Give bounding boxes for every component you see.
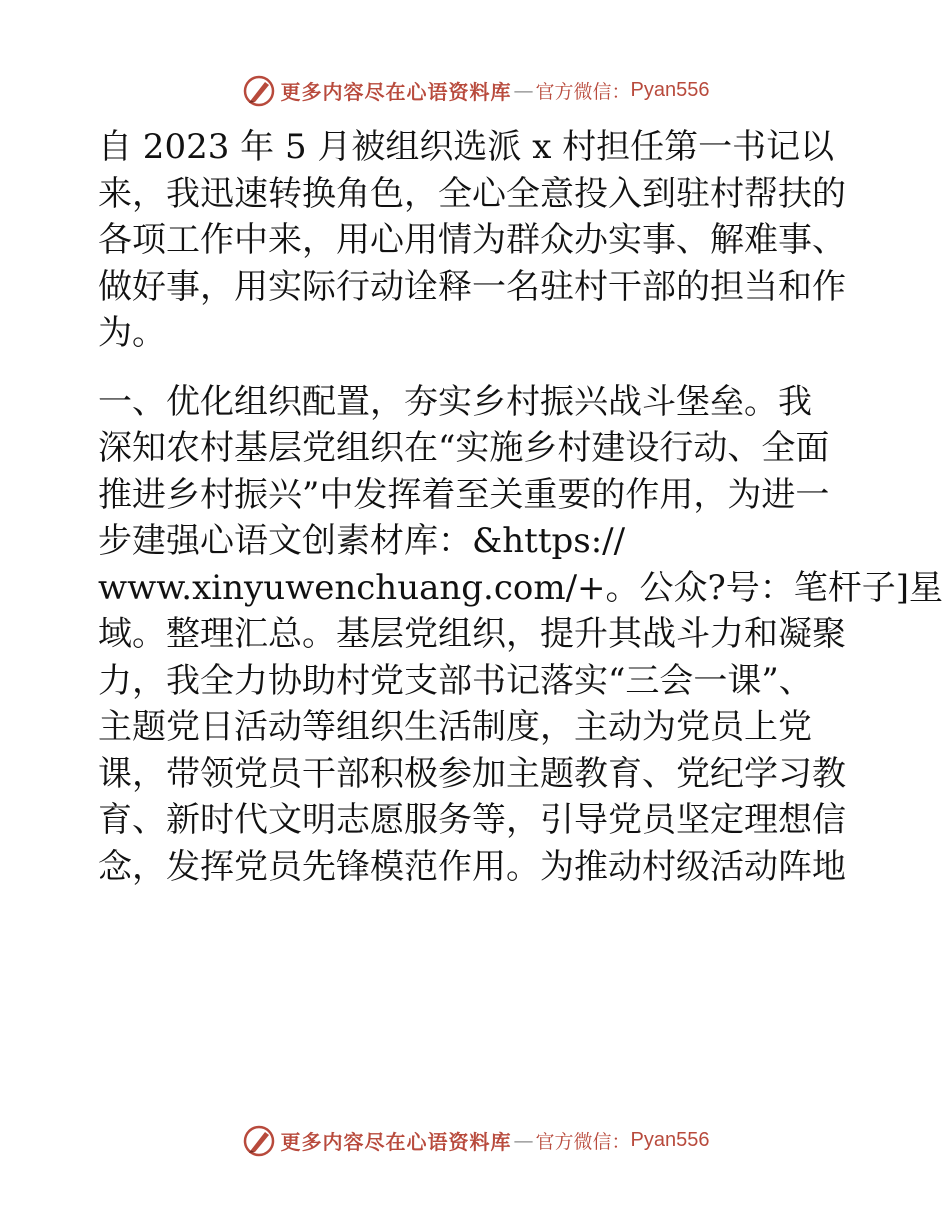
watermark-wechat-label: 官方微信：	[535, 1130, 631, 1153]
watermark-brand-text: 更多内容尽在心语资料库	[280, 1129, 512, 1154]
pen-logo-icon	[241, 1122, 277, 1158]
watermark-separator: —	[513, 78, 534, 102]
text-line: 一、优化组织配置，夯实乡村振兴战斗堡垒。我	[98, 381, 812, 422]
text-line: 力，我全力协助村党支部书记落实“三会一课”、	[98, 660, 813, 701]
text-line: 念，发挥党员先锋模范作用。为推动村级活动阵地	[98, 846, 846, 887]
text-line: 课，带领党员干部积极参加主题教育、党纪学习教	[98, 753, 846, 794]
text-line: 来，我迅速转换角色，全心全意投入到驻村帮扶的	[98, 173, 846, 214]
document-body	[98, 124, 944, 890]
text-line: 为。	[98, 313, 166, 353]
text-line: 深知农村基层党组织在“实施乡村建设行动、全面	[98, 428, 830, 468]
header-watermark	[0, 70, 950, 110]
watermark-brand-text: 更多内容尽在心语资料库	[280, 79, 512, 104]
text-line: 各项工作中来，用心用情为群众办实事、解难事、	[98, 220, 846, 260]
text-line: 域。整理汇总。基层党组织，提升其战斗力和凝聚	[98, 614, 846, 654]
text-line: 育、新时代文明志愿服务等，引导党员坚定理想信	[98, 800, 846, 840]
watermark-separator: —	[513, 1128, 534, 1152]
paragraph	[98, 124, 850, 357]
paragraph	[98, 379, 944, 891]
watermark-wechat-id: Pyan556	[630, 78, 710, 101]
footer-watermark	[0, 1120, 950, 1160]
text-line: www.xinyuwenchuang.com/+。公众?号：笔杆子]星	[98, 567, 944, 608]
watermark-wechat-label: 官方微信：	[535, 80, 631, 103]
text-line: 主题党日活动等组织生活制度，主动为党员上党	[98, 707, 812, 747]
watermark-wechat-id: Pyan556	[630, 1128, 710, 1151]
text-line: 自 2023 年 5 月被组织选派 x 村担任第一书记以	[98, 127, 835, 167]
text-line: 做好事，用实际行动诠释一名驻村干部的担当和作	[98, 266, 846, 307]
text-line: 推进乡村振兴”中发挥着至关重要的作用，为进一	[98, 474, 830, 515]
text-line: 步建强心语文创素材库：&https://	[98, 521, 626, 561]
pen-logo-icon	[241, 72, 277, 108]
